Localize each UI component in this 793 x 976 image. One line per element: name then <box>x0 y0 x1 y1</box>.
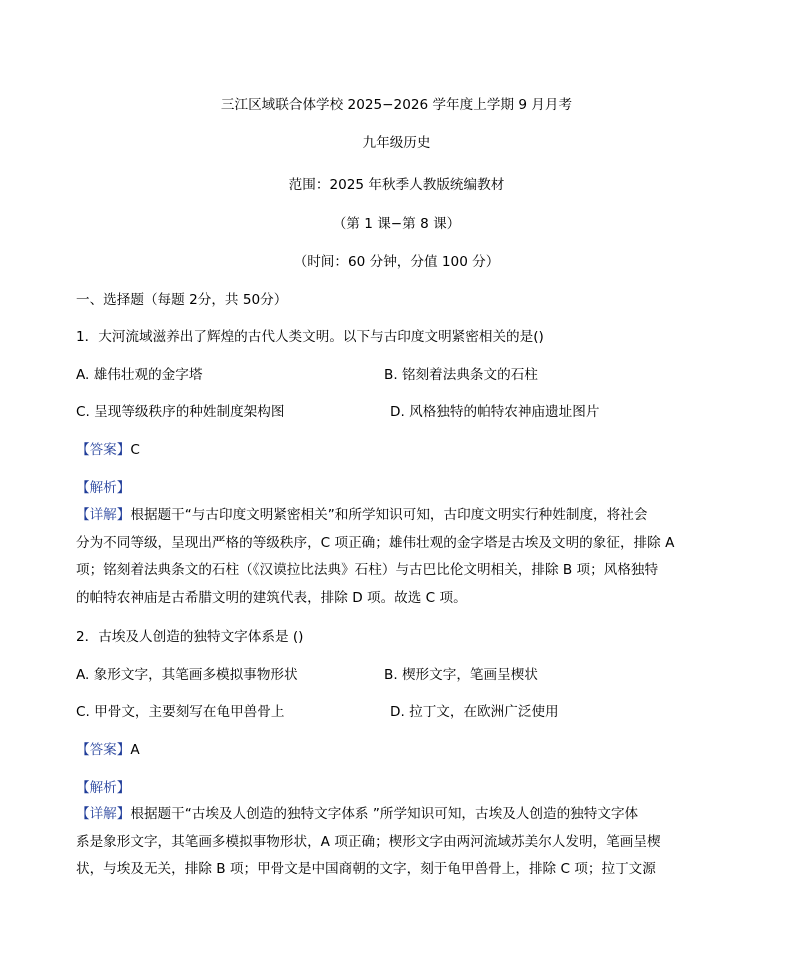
question-2-option-d: D. 拉丁文，在欧洲广泛使用 <box>390 704 559 720</box>
detail-line: 系是象形文字，其笔画多模拟事物形状，A 项正确；楔形文字由两河流域苏美尔人发明，笔画呈楔 <box>76 833 661 850</box>
detail-line: 项；铭刻着法典条文的石柱（《汉谟拉比法典》石柱）与古巴比伦文明相关，排除 B 项；风格独特 <box>76 562 659 578</box>
detail-tag: 【详解】 <box>76 806 131 822</box>
exam-scope: 范围：2025 年秋季人教版统编教材 <box>288 177 505 193</box>
question-1-option-b: B. 铭刻着法典条文的石柱 <box>384 367 538 383</box>
question-1-stem: 1．大河流域滋养出了辉煌的古代人类文明。以下与古印度文明紧密相关的是() <box>76 329 544 345</box>
detail-line: 分为不同等级，呈现出严格的等级秩序，C 项正确；雄伟壮观的金字塔是古埃及文明的象征，排除 A <box>76 534 675 551</box>
answer-value: A <box>130 742 140 758</box>
question-1-answer <box>76 441 140 459</box>
question-1-option-a: A. 雄伟壮观的金字塔 <box>76 367 203 383</box>
answer-value: C <box>130 442 140 458</box>
exam-lessons: （第 1 课−第 8 课） <box>332 216 461 232</box>
question-1-option-d: D. 风格独特的帕特农神庙遗址图片 <box>390 404 600 420</box>
detail-line: 状，与埃及无关，排除 B 项；甲骨文是中国商朝的文字，刻于龟甲兽骨上，排除 C 项；拉丁文源 <box>76 861 656 877</box>
question-2-answer <box>76 741 140 759</box>
detail-tag: 【详解】 <box>76 507 131 523</box>
answer-tag: 【答案】 <box>76 742 131 758</box>
question-2-option-a: A. 象形文字，其笔画多模拟事物形状 <box>76 667 298 683</box>
detail-line: 【详解】根据题干“古埃及人创造的独特文字体系 ”所学知识可知，古埃及人创造的独特文字体 <box>76 806 639 822</box>
answer-tag: 【答案】 <box>76 442 131 458</box>
detail-line: 【详解】根据题干“与古印度文明紧密相关”和所学知识可知，古印度文明实行种姓制度，将社会 <box>76 507 648 523</box>
question-1-option-c: C. 呈现等级秩序的种姓制度架构图 <box>76 404 285 420</box>
question-2-detail <box>76 801 688 884</box>
question-1-detail <box>76 502 688 612</box>
question-2-analysis-tag: 【解析】 <box>76 780 131 796</box>
section-title: 一、选择题（每题 2分，共 50分） <box>76 292 288 308</box>
exam-title: 三江区域联合体学校 2025−2026 学年度上学期 9 月月考 <box>220 97 573 113</box>
exam-subject: 九年级历史 <box>362 135 431 151</box>
question-2-option-b: B. 楔形文字，笔画呈楔状 <box>384 667 538 683</box>
question-1-analysis-tag: 【解析】 <box>76 480 131 496</box>
exam-time: （时间：60 分钟，分值 100 分） <box>293 254 500 270</box>
question-2-option-c: C. 甲骨文，主要刻写在龟甲兽骨上 <box>76 704 285 720</box>
question-2-stem: 2．古埃及人创造的独特文字体系是 () <box>76 629 304 645</box>
detail-line: 的帕特农神庙是古希腊文明的建筑代表，排除 D 项。故选 C 项。 <box>76 589 467 606</box>
